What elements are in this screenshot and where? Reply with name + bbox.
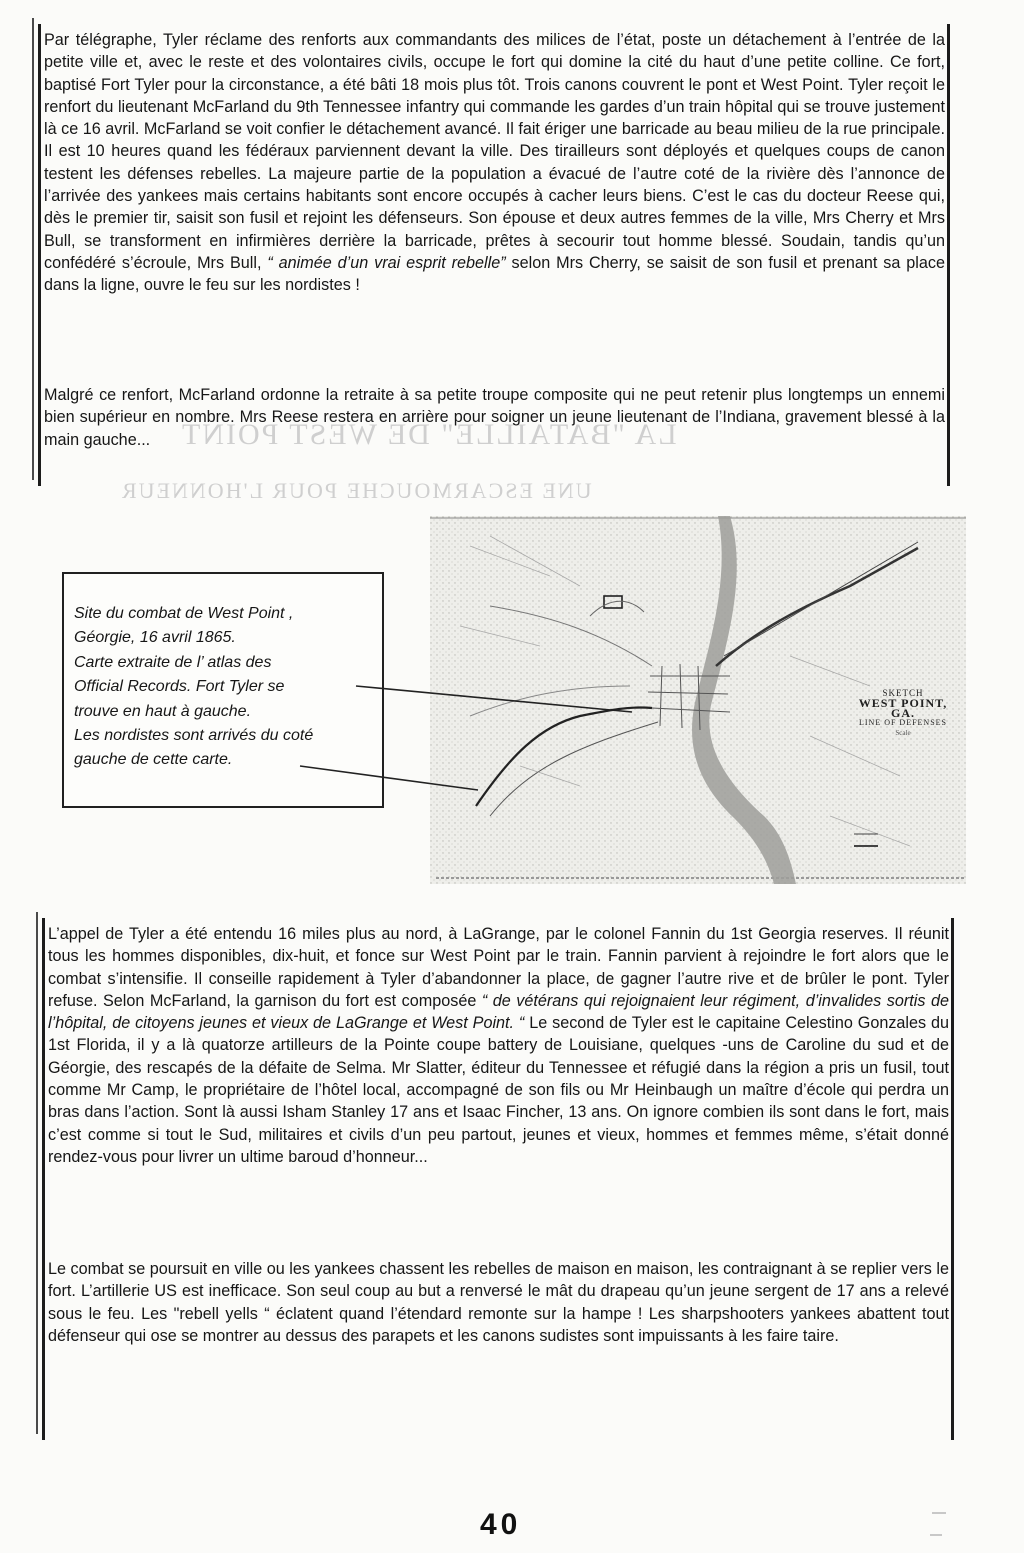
show-through-subtitle: UNE ESCARMOUCHE POUR L'HONNEUR xyxy=(120,478,592,503)
paragraph-1: Par télégraphe, Tyler réclame des renforts aux commandants des milices de l’état, poste un détachement à l’entrée de la petite ville et, avec le reste et des volontaires civils, occupe le fort qui domine la cité du haut d’une petite colline. Ce fort, baptisé Fort Tyler pour la circonstance, a été bâti 18 mois plus tôt. Trois canons couvrent le pont et West Point. Tyler reçoit le renfort du lieutenant McFarland du 9th Tennessee infantry qui commande les gardes d’un train hôpital qui se trouve justement là ce 16 avril. McFarland se voit confier le détachement avancé. Il fait ériger une barricade au beau milieu de la rue principale. Il est 10 heures quand les fédéraux parviennent devant la ville. Des tirailleurs sont déployés et quelques coups de canon testent les défenses rebelles. La majeure partie de la population a évacué de l’autre coté de la rivière dès l’annonce de l’arrivée des yankees mais certains habitants sont encore occupés à cacher leurs biens. C’est le cas du docteur Reese qui, dès le premier tir, saisit son fusil et rejoint les défenseurs. Son épouse et deux autres femmes de la ville, Mrs Cherry et Mrs Bull, se transforment en infirmières derrière la barricade, prêtes à secourir tout homme blessé. Soudain, tandis qu’un confédéré s’écroule, Mrs Bull, “ animée d’un vrai esprit rebelle” selon Mrs Cherry, se saisit de son fusil et prenant sa place dans la ligne, ouvre le feu sur les nordistes ! xyxy=(44,31,945,295)
map-figure xyxy=(430,516,966,884)
show-through-title: LA "BATAILLE" DE WEST POINT xyxy=(180,418,677,451)
page-number: 40 xyxy=(480,1508,522,1541)
top-text-frame xyxy=(38,24,950,486)
scan-mark xyxy=(932,1512,946,1514)
quote-mrs-cherry: “ animée d’un vrai esprit rebelle” xyxy=(267,253,506,272)
quote-mcfarland: “ de vétérans qui rejoignaient leur régiment, d’invalides sortis de l’hôpital, de citoyens jeunes et vieux de LaGrange et West Point. “ xyxy=(48,991,949,1033)
bottom-text-frame xyxy=(42,918,954,1440)
map-legend: SKETCH WEST POINT, GA. LINE OF DEFENSES Scale xyxy=(858,688,948,737)
caption-box xyxy=(62,572,384,808)
paragraph-4: Le combat se poursuit en ville ou les yankees chassent les rebelles de maison en maison, les contraignant à se replier vers le fort. L’artillerie US est inefficace. Son seul coup au but a renversé le mât du drapeau qu’un jeune sergent de 17 ans a relevé sous le feu. Les "rebell yells “ éclatent quand l’étendard remonte sur la hampe ! Les sharpshooters yankees abattent tout défenseur qui ose se montrer au dessus des parapets et les canons sudistes sont impuissants à les faire taire. xyxy=(48,1260,949,1345)
paragraph-2: Malgré ce renfort, McFarland ordonne la retraite à sa petite troupe composite qui ne peut retenir plus longtemps un ennemi bien supérieur en nombre. Mrs Reese restera en arrière pour soigner un jeune lieutenant de l’Indiana, gravement blessé à la main gauche... xyxy=(44,386,945,449)
map-caption: Site du combat de West Point , Géorgie, 16 avril 1865. Carte extraite de l’ atlas des Official Records. Fort Tyler se trouve en haut à gauche. Les nordistes sont arrivés du coté gauche de cette carte. xyxy=(74,605,314,769)
scan-mark xyxy=(930,1534,942,1536)
paragraph-3: L’appel de Tyler a été entendu 16 miles plus au nord, à LaGrange, par le colonel Fannin du 1st Georgia reserves. Il réunit tous les hommes disponibles, dix-huit, et fonce sur West Point par le train. Fannin parvient à rejoindre le fort alors que le combat s’intensifie. Il conseille rapidement à Tyler d’abandonner la place, de gagner l’autre rive et de brûler le pont. Tyler refuse. Selon McFarland, la garnison du fort est composée “ de vétérans qui rejoignaient leur régiment, d’invalides sortis de l’hôpital, de citoyens jeunes et vieux de LaGrange et West Point. “ Le second de Tyler est le capitaine Celestino Gonzales du 1st Florida, il y a là quatorze artilleurs de la Pointe coupe battery de Louisiane, quelques -uns de Caroline du sud et de Géorgie, des rescapés de la défaite de Selma. Mr Slatter, éditeur du Tennessee et réfugié dans la région a pris un fusil, tout comme Mr Camp, le propriétaire de l’hôtel local, accompagné de son fils ou Mr Heinbaugh un maître d’école qui perdra un bras dans l’action. Sont là aussi Isham Stanley 17 ans et Isaac Fincher, 13 ans. On ignore combien ils sont dans le fort, mais c’est comme si tout le Sud, militaires et civils d’un peu partout, jeunes et vieux, hommes et femmes même, s’était donné rendez-vous pour livrer un ultime baroud d’honneur... xyxy=(48,925,950,1166)
